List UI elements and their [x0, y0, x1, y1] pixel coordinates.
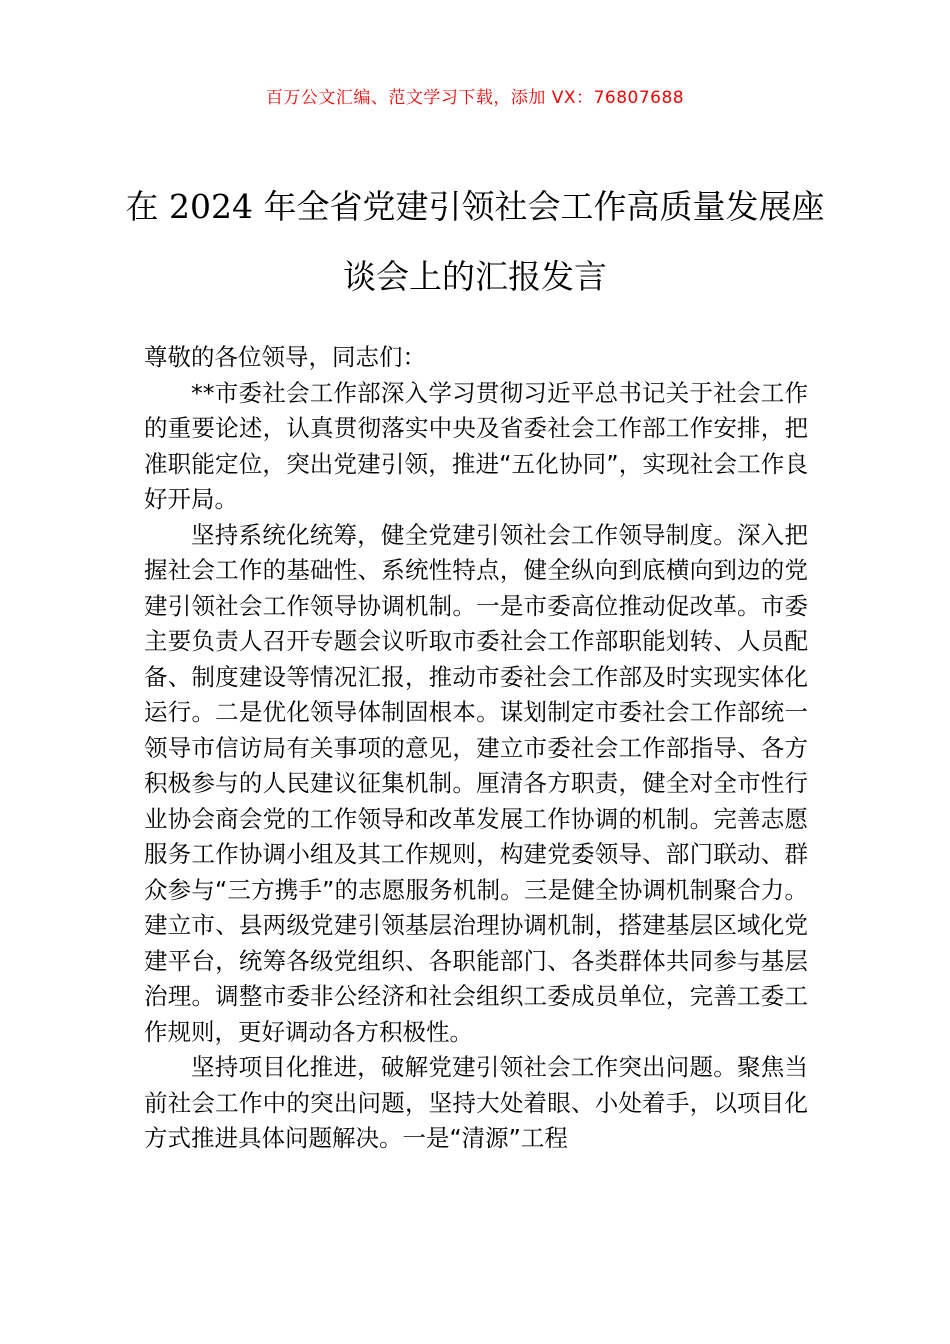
- paragraph-section-2: [144, 1050, 808, 1157]
- paragraph-lead-heading: 坚持系统化统筹，健全党建引领社会工作领导制度。: [191, 520, 738, 549]
- salutation: 尊敬的各位领导，同志们：: [144, 343, 426, 371]
- paragraph-intro: [144, 376, 808, 518]
- paragraph-lead-heading: 坚持项目化推进，破解党建引领社会工作突出问题。: [191, 1053, 738, 1081]
- paragraph-section-1: [144, 518, 808, 1051]
- paragraph-text: 深入把握社会工作的基础性、系统性特点，健全纵向到底横向到边的党建引领社会工作领导协调机制。一是市委高位推动促改革。市委主要负责人召开专题会议听取市委社会工作部职能划转、人员配备、制度建设等情况汇报，推动市委社会工作部及时实现实体化运行。二是优化领导体制固根本。谋划制定市委社会工作部统一领导市信访局有关事项的意见，建立市委社会工作部指导、各方积极参与的人民建议征集机制。厘清各方职责，健全对全市性行业协会商会党的工作领导和改革发展工作协调的机制。完善志愿服务工作协调小组及其工作规则，构建党委领导、部门联动、群众参与“三方携手”的志愿服务机制。三是健全协调机制聚合力。建立市、县两级党建引领基层治理协调机制，搭建基层区域化党建平台，统筹各级党组织、各职能部门、各类群体共同参与基层治理。调整市委非公经济和社会组织工委成员单位，完善工委工作规则，更好调动各方积极性。: [144, 520, 809, 1046]
- document-title: 在 2024 年全省党建引领社会工作高质量发展座谈会上的汇报发言: [125, 187, 825, 296]
- document-body: [144, 340, 808, 1157]
- paragraph-text: **市委社会工作部深入学习贯彻习近平总书记关于社会工作的重要论述，认真贯彻落实中央及省委社会工作部工作安排，把准职能定位，突出党建引领，推进“五化协同”，实现社会工作良好开局。: [144, 378, 808, 513]
- paragraph-text: 聚焦当前社会工作中的突出问题，坚持大处着眼、小处着手，以项目化方式推进具体问题解决。一是“清源”工程: [144, 1053, 809, 1152]
- header-promo-note: 百万公文汇编、范文学习下载，添加 VX：76807688: [265, 88, 685, 108]
